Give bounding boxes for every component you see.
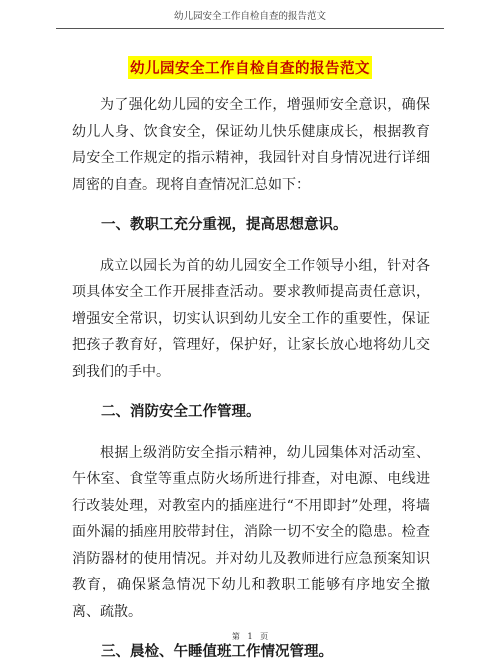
section-1-heading: 一、教职工充分重视，提高思想意识。 [101, 216, 348, 233]
section-1-body: 成立以园长为首的幼儿园安全工作领导小组，针对各项具体安全工作开展排查活动。要求教师提高责任意识，增强安全常识，切实认识到幼儿安全工作的重要性，保证把孩子教育好，管理好，保护好，让家长放心地将幼儿交到我们的手中。 [72, 257, 430, 380]
intro-paragraph: 为了强化幼儿园的安全工作，增强师安全意识，确保幼儿人身、饮食安全，保证幼儿快乐健康成长，根据教育局安全工作规定的指示精神，我园针对自身情况进行详细周密的自查。现将自查情况汇总如下： [72, 97, 430, 193]
section-2-body: 根据上级消防安全指示精神，幼儿园集体对活动室、午休室、食堂等重点防火场所进行排查，对电源、电线进行改装处理，对教室内的插座进行“不用即封”处理，将墙面外漏的插座用胶带封住，消除一切不安全的隐患。检查消防器材的使用情况。并对幼儿及教师进行应急预案知识教育，确保紧急情况下幼儿和教职工能够有序地安全撤离、疏散。 [72, 444, 430, 620]
section-2-heading: 二、消防安全工作管理。 [101, 403, 261, 420]
page-number: 第 1 页 [231, 632, 269, 641]
document-title: 幼儿园安全工作自检自查的报告范文 [128, 56, 372, 79]
document-body [72, 92, 430, 666]
running-header: 幼儿园安全工作自检自查的报告范文 [56, 8, 444, 29]
title-wrap [0, 56, 500, 79]
section-3-heading: 三、晨检、午睡值班工作情况管理。 [101, 643, 333, 660]
